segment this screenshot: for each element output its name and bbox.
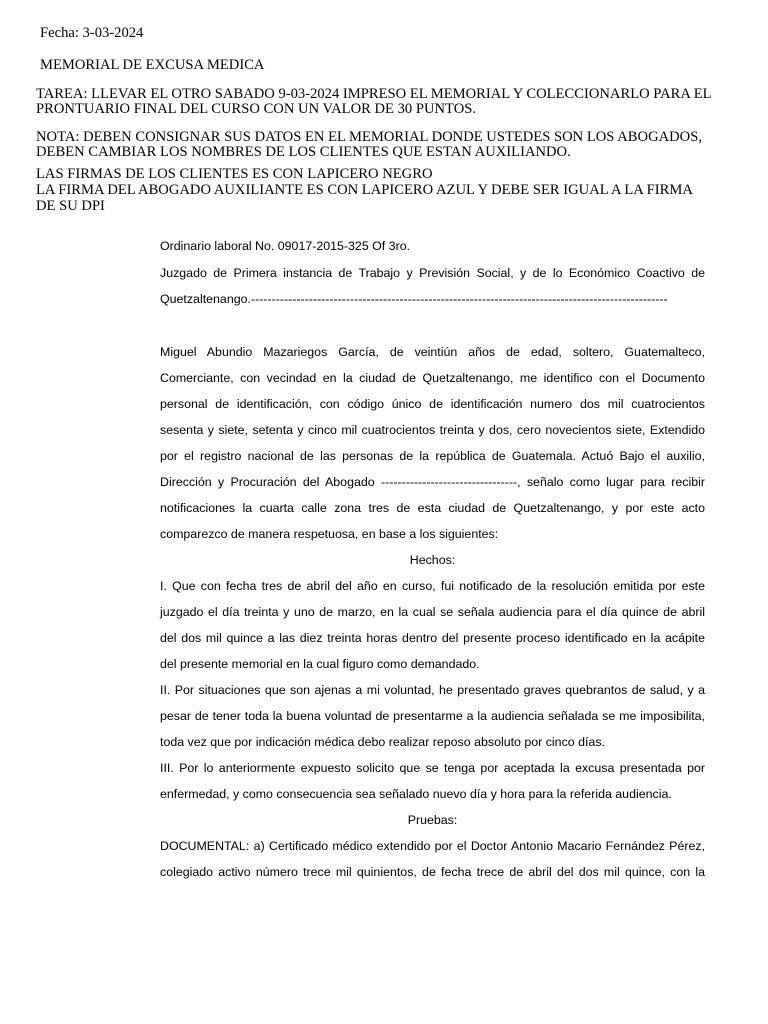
fecha: Fecha: 3-03-2024	[40, 25, 144, 41]
firmas-line: LA FIRMA DEL ABOGADO AUXILIANTE ES CON LAPICERO AZUL Y DEBE SER IGUAL A LA FIRMA	[36, 182, 693, 198]
comparecencia-line: sesenta y siete, setenta y cinco mil cuatrocientos treinta y dos, cero novecientos siete, Extendido	[160, 423, 705, 437]
tarea-line: PRONTUARIO FINAL DEL CURSO CON UN VALOR DE 30 PUNTOS.	[36, 101, 477, 117]
nota-line: NOTA: DEBEN CONSIGNAR SUS DATOS EN EL MEMORIAL DONDE USTEDES SON LOS ABOGADOS,	[36, 129, 702, 145]
firmas-line: DE SU DPI	[36, 198, 105, 214]
hechos-line: del presente memorial en la cual figuro como demandado.	[160, 657, 480, 671]
comparecencia-line: Comerciante, con vecindad en la ciudad de Quetzaltenango, me identifico con el Documento	[160, 371, 705, 385]
hechos-line: III. Por lo anteriormente expuesto solicito que se tenga por aceptada la excusa presentada por	[160, 761, 705, 775]
tarea-line: TAREA: LLEVAR EL OTRO SABADO 9-03-2024 IMPRESO EL MEMORIAL Y COLECCIONARLO PARA EL	[36, 86, 712, 102]
comparecencia-line: Dirección y Procuración del Abogado ---------------------------------, señalo como lugar para recibir	[160, 475, 705, 489]
hechos-line: pesar de tener toda la buena voluntad de presentarme a la audiencia señalada se me imposibilita,	[160, 709, 705, 723]
nota-line: DEBEN CAMBIAR LOS NOMBRES DE LOS CLIENTES QUE ESTAN AUXILIANDO.	[36, 144, 571, 160]
comparecencia-line: comparezco de manera respetuosa, en base a los siguientes:	[160, 527, 499, 541]
pruebas-heading: Pruebas:	[407, 813, 458, 827]
hechos-line: I. Que con fecha tres de abril del año en curso, fui notificado de la resolución emitida por este	[160, 579, 705, 593]
hechos-line: del dos mil quince a las diez treinta horas dentro del presente proceso identificado en la acápite	[160, 631, 705, 645]
hechos-line: enfermedad, y como consecuencia sea señalado nuevo día y hora para la referida audiencia.	[160, 787, 672, 801]
comparecencia-line: notificaciones la cuarta calle zona tres de esta ciudad de Quetzaltenango, y por este acto	[160, 501, 705, 515]
pruebas-line: DOCUMENTAL: a) Certificado médico extendido por el Doctor Antonio Macario Fernández Pérez,	[160, 839, 705, 853]
hechos-line: toda vez que por indicación médica debo realizar reposo absoluto por cinco días.	[160, 735, 605, 749]
firmas-line: LAS FIRMAS DE LOS CLIENTES ES CON LAPICERO NEGRO	[36, 166, 433, 182]
hechos-line: juzgado el día treinta y uno de marzo, en la cual se señala audiencia para el día quince de abril	[160, 605, 705, 619]
comparecencia-line: personal de identificación, con código único de identificación numero dos mil cuatrocientos	[160, 397, 705, 411]
pruebas-line: colegiado activo número trece mil quinientos, de fecha trece de abril del dos mil quince, con la	[160, 865, 705, 879]
hechos-heading: Hechos:	[409, 553, 456, 567]
comparecencia-line: por el registro nacional de las personas de la república de Guatemala. Actuó Bajo el auxilio,	[160, 449, 705, 463]
hechos-line: II. Por situaciones que son ajenas a mi voluntad, he presentado graves quebrantos de salud, y a	[160, 683, 705, 697]
comparecencia-line: Miguel Abundio Mazariegos García, de veintiún años de edad, soltero, Guatemalteco,	[160, 345, 705, 359]
case-number: Ordinario laboral No. 09017-2015-325 Of 3ro.	[160, 239, 411, 253]
juzgado-line: Juzgado de Primera instancia de Trabajo y Previsión Social, y de lo Económico Coactivo de	[160, 266, 705, 280]
document-title: MEMORIAL DE EXCUSA MEDICA	[40, 57, 265, 73]
juzgado-line: Quetzaltenango.-----------------------------------------------------------------------------------------------------	[160, 292, 668, 306]
